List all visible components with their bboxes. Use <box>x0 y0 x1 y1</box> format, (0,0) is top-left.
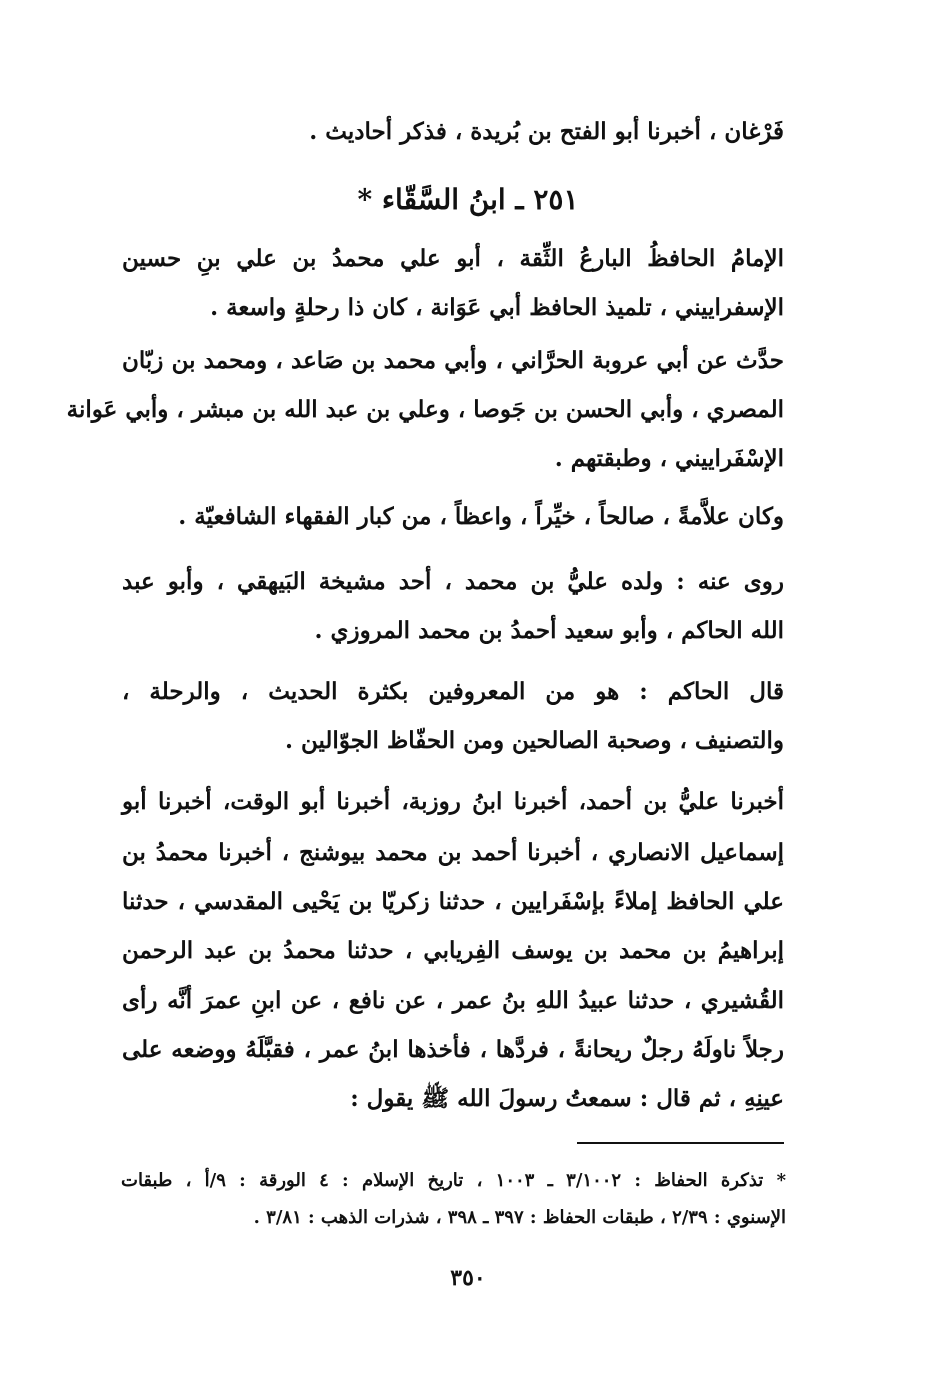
text-line: الله الحاكم ، وأبو سعيد أحمدُ بن محمد المروزي . <box>314 617 784 644</box>
text-line: عينِهِ ، ثم قال : سمعتُ رسولَ الله ﷺ يقول : <box>350 1085 784 1112</box>
footnote-line: الإسنوي : ٢/٣٩ ، طبقات الحفاظ : ٣٩٧ ـ ٣٩٨ ، شذرات الذهب : ٣/٨١ . <box>253 1207 786 1228</box>
text-line: والتصنيف ، وصحبة الصالحين ومن الحفّاظ الجوّالين . <box>284 727 784 754</box>
text-line: حدَّث عن أبي عروبة الحرَّاني ، وأبي محمد بن صَاعد ، ومحمد بن زبّان <box>122 347 784 374</box>
page-number: ٣٥٠ <box>450 1265 486 1291</box>
intro-line: فَرْغان ، أخبرنا أبو الفتح بن بُريدة ، فذكر أحاديث . <box>309 118 784 145</box>
text-line: علي الحافظ إملاءً بإسْفَرايين ، حدثنا زكريّا بن يَحْيى المقدسي ، حدثنا <box>122 888 784 915</box>
text-line: قال الحاكم : هو من المعروفين بكثرة الحديث ، والرحلة ، <box>122 678 784 705</box>
text-line: الإمامُ الحافظُ البارعُ الثِّقة ، أبو علي محمدُ بن علي بنِ حسين <box>122 245 784 272</box>
text-line: الإسفراييني ، تلميذ الحافظ أبي عَوَانة ، كان ذا رحلةٍ واسعة . <box>210 294 784 321</box>
text-line: روى عنه : ولده عليُّ بن محمد ، أحد مشيخة البَيهقي ، وأبو عبد <box>122 568 784 595</box>
text-line: إبراهيمُ بن محمد بن يوسف الفِريابي ، حدثنا محمدُ بن عبد الرحمن <box>122 937 784 964</box>
entry-heading: ٢٥١ ـ ابنُ السَّقّاء * <box>357 183 579 216</box>
text-line: رجلاً ناولَهُ رجلٌ ريحانةً ، فردَّها ، فأخذها ابنُ عمر ، فقبَّلَهُ ووضعه على <box>122 1036 784 1063</box>
text-line: إسماعيل الانصاري ، أخبرنا أحمد بن محمد بيوشنج ، أخبرنا محمدُ بن <box>122 839 784 866</box>
text-line: القُشيري ، حدثنا عبيدُ اللهِ بنُ عمر ، عن نافع ، عن ابنِ عمرَ أنَّه رأى <box>122 987 784 1014</box>
footnote-line: * تذكرة الحفاظ : ٣/١٠٠٢ ـ ١٠٠٣ ، تاريخ الإسلام : ٤ الورقة : ٩/أ ، طبقات <box>121 1170 786 1191</box>
footnote-divider <box>577 1142 784 1144</box>
text-line: وكان علاَّمةً ، صالحاً ، خيِّراً ، واعظاً ، من كبار الفقهاء الشافعيّة . <box>178 503 784 530</box>
text-line: المصري ، وأبي الحسن بن جَوصا ، وعلي بن عبد الله بن مبشر ، وأبي عَوانة <box>66 396 784 423</box>
text-line: الإسْفَراييني ، وطبقتهم . <box>554 445 784 472</box>
text-line: أخبرنا عليُّ بن أحمد، أخبرنا ابنُ روزبة، أخبرنا أبو الوقت، أخبرنا أبو <box>122 788 784 815</box>
